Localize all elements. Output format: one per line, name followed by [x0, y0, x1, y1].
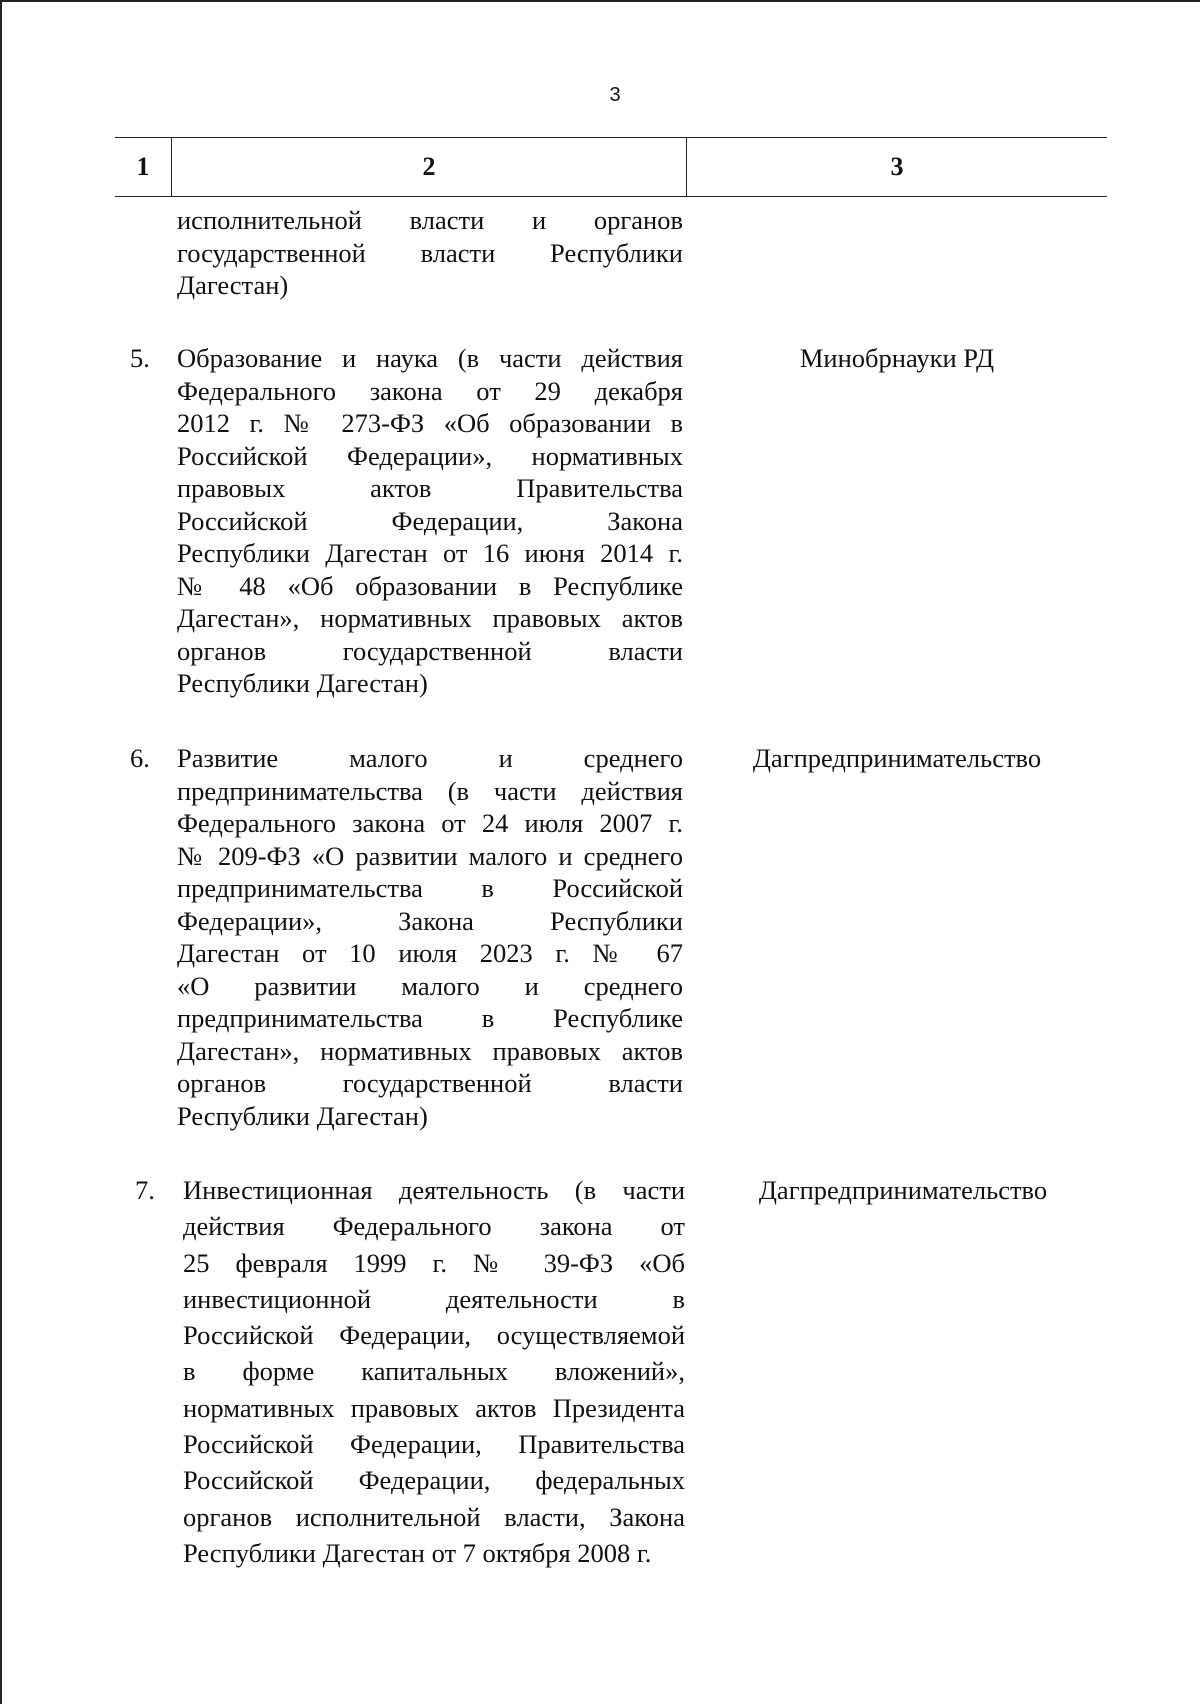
description-line: Дагестан): [177, 270, 289, 300]
responsible-agency: Минобрнауки РД: [799, 343, 995, 373]
description-line: предпринимательства (в части действия: [177, 775, 683, 806]
row-description: [183, 1172, 685, 1571]
responsible-agency: Дагпредпринимательство: [752, 743, 1042, 773]
description-line: Республики Дагестан): [177, 1100, 428, 1131]
description-line: 2012 г. № 273-ФЗ «Об образовании в: [177, 408, 683, 438]
responsible-agency: Дагпредпринимательство: [758, 1175, 1048, 1205]
description-line: органов государственной власти: [177, 635, 683, 666]
description-line: Российской Федерации, осуществляемой: [183, 1320, 685, 1351]
row-number: 6.: [130, 743, 150, 773]
description-line: Дагестан», нормативных правовых актов: [177, 603, 683, 633]
description-line: действия Федерального закона от: [183, 1211, 685, 1242]
description-line: предпринимательства в Российской: [177, 873, 683, 903]
description-line: Федерации», Закона Республики: [177, 905, 683, 936]
description-line: Дагестан от 10 июля 2023 г. № 67: [177, 938, 683, 968]
description-line: Развитие малого и среднего: [177, 743, 683, 773]
table-header: [115, 137, 1107, 197]
description-line: Республики Дагестан от 7 октября 2008 г.: [183, 1537, 652, 1568]
description-line: Республики Дагестан): [177, 668, 428, 698]
description-line: Российской Федерации, Закона: [177, 505, 683, 536]
description-line: инвестиционной деятельности в: [183, 1283, 685, 1314]
description-line: Республики Дагестан от 16 июня 2014 г.: [177, 538, 683, 568]
description-line: исполнительной власти и органов: [177, 205, 683, 235]
description-line: Дагестан», нормативных правовых актов: [177, 1035, 683, 1066]
page-number: 3: [609, 84, 621, 106]
description-line: правовых актов Правительства: [177, 473, 683, 503]
column-3-header: 3: [890, 152, 904, 181]
column-2-header: 2: [172, 138, 687, 196]
row-description: [177, 742, 683, 1132]
description-line: 25 февраля 1999 г. № 39-ФЗ «Об: [183, 1247, 685, 1278]
description-line: № 209-ФЗ «О развитии малого и среднего: [177, 840, 683, 871]
description-line: органов исполнительной власти, Закона: [183, 1501, 685, 1532]
column-1-header: 1: [115, 138, 172, 196]
description-line: «О развитии малого и среднего: [177, 970, 683, 1001]
description-line: Российской Федерации», нормативных: [177, 440, 683, 471]
row-description: [177, 204, 683, 302]
row-number: 7.: [135, 1175, 155, 1205]
description-line: Федерального закона от 29 декабря: [177, 375, 683, 406]
description-line: органов государственной власти: [177, 1068, 683, 1098]
description-line: в форме капитальных вложений»,: [183, 1356, 685, 1387]
row-number: 5.: [130, 343, 150, 373]
description-line: Федерального закона от 24 июля 2007 г.: [177, 808, 683, 838]
description-line: Российской Федерации, Правительства: [183, 1429, 685, 1460]
description-line: Инвестиционная деятельность (в части: [183, 1175, 685, 1205]
description-line: Образование и наука (в части действия: [177, 343, 683, 373]
description-line: № 48 «Об образовании в Республике: [177, 570, 683, 601]
description-line: государственной власти Республики: [177, 237, 683, 268]
description-line: предпринимательства в Республике: [177, 1003, 683, 1033]
description-line: Российской Федерации, федеральных: [183, 1465, 685, 1496]
row-description: [177, 342, 683, 700]
description-line: нормативных правовых актов Президента: [183, 1392, 685, 1423]
